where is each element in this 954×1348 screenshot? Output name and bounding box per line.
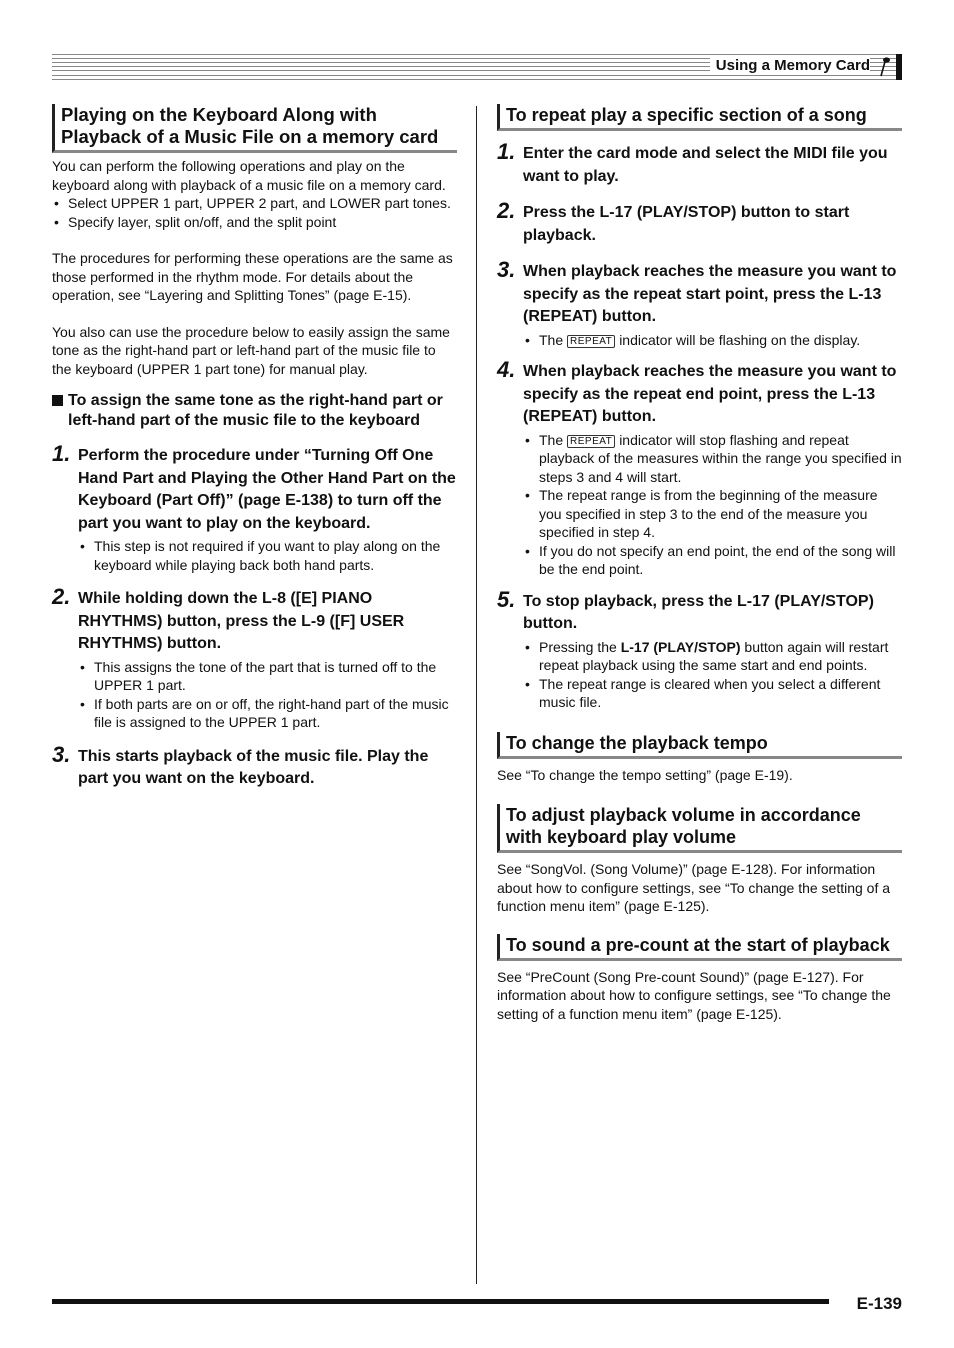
- step-3: [52, 741, 457, 791]
- running-header-title: Using a Memory Card: [710, 57, 870, 74]
- step-bullet-list: [523, 431, 902, 579]
- step-bullet-list: [523, 638, 902, 712]
- column-divider: [476, 106, 477, 1284]
- step-instruction: While holding down the L-8 ([E] PIANO RHYTHMS) button, press the L-9 ([F] USER RHYTHMS) button.: [78, 590, 405, 652]
- step-instruction: This starts playback of the music file. Play the part you want on the keyboard.: [78, 747, 429, 787]
- step-instruction: Perform the procedure under “Turning Off One Hand Part and Playing the Other Hand Part on the Keyboard (Part Off)” (page E-138) to turn off the part you want to play on the keyboard.: [78, 447, 456, 532]
- intro-bullet-list: [52, 194, 457, 231]
- right-column: [497, 104, 902, 1023]
- subheading-text: To assign the same tone as the right-hand part or left-hand part of the music file to the keyboard: [68, 392, 443, 429]
- step-number: 3.: [52, 741, 71, 767]
- list-item: • Select UPPER 1 part, UPPER 2 part, and LOWER part tones.: [52, 194, 457, 213]
- section-heading-precount: To sound a pre-count at the start of playback: [497, 934, 902, 961]
- step-instruction: Enter the card mode and select the MIDI file you want to play.: [523, 145, 888, 185]
- section-heading-play-along: Playing on the Keyboard Along with Playback of a Music File on a memory card: [52, 104, 457, 153]
- section-heading-volume: To adjust playback volume in accordance with keyboard play volume: [497, 804, 902, 853]
- step-number: 2.: [497, 198, 516, 223]
- step-instruction: Press the L-17 (PLAY/STOP) button to start playback.: [523, 204, 850, 244]
- square-bullet-icon: [52, 395, 63, 406]
- step-number: 4.: [497, 357, 516, 382]
- intro-paragraph: You can perform the following operations and play on the keyboard along with playback of a music file on a memory card.: [52, 158, 446, 193]
- assign-paragraph: You also can use the procedure below to easily assign the same tone as the right-hand part or left-hand part of the music file to the keyboard (UPPER 1 part tone) for manual play.: [52, 323, 450, 377]
- bullet-text: The: [539, 331, 564, 348]
- header-edge-bar: [896, 54, 902, 80]
- step-bullet-list: [78, 537, 457, 574]
- step-bullet-list: [78, 658, 457, 732]
- repeat-step-1: [497, 139, 902, 188]
- left-column: [52, 104, 457, 791]
- step-instruction: To stop playback, press the L-17 (PLAY/STOP) button.: [523, 592, 874, 632]
- bullet-bold-text: L-17 (PLAY/STOP): [620, 638, 741, 655]
- list-item: • Specify layer, split on/off, and the split point: [52, 213, 457, 232]
- section-heading-tempo: To change the playback tempo: [497, 732, 902, 759]
- procedure-paragraph: The procedures for performing these operations are the same as those performed in the rhythm mode. For details about the operation, see “Layering and Splitting Tones” (page E-15).: [52, 250, 453, 303]
- precount-paragraph: See “PreCount (Song Pre-count Sound)” (page E-127). For information about how to configure settings, see “To change the setting of a function menu item” (page E-125).: [497, 968, 891, 1022]
- subheading-assign-tone: [52, 391, 457, 431]
- list-item: [523, 431, 902, 487]
- list-item: [523, 638, 902, 675]
- step-instruction: When playback reaches the measure you want to specify as the repeat start point, press the L-13 (REPEAT) button.: [523, 263, 897, 325]
- bullet-text: indicator will be flashing on the display.: [619, 331, 861, 348]
- list-item: • If both parts are on or off, the right-hand part of the music file is assigned to the UPPER 1 part.: [78, 695, 457, 732]
- page-number: E-139: [856, 1294, 902, 1313]
- list-item: [523, 331, 902, 350]
- list-item: • The repeat range is cleared when you select a different music file.: [523, 675, 902, 712]
- step-2: [52, 584, 457, 732]
- repeat-step-4: [497, 357, 902, 579]
- step-1: [52, 441, 457, 574]
- bullet-text: Pressing the: [539, 638, 617, 655]
- list-item: • This step is not required if you want to play along on the keyboard while playing back both hand parts.: [78, 537, 457, 574]
- volume-paragraph: See “SongVol. (Song Volume)” (page E-128). For information about how to configure settings, see “To change the setting of a function menu item” (page E-125).: [497, 861, 891, 914]
- repeat-indicator: REPEAT: [567, 335, 615, 348]
- repeat-step-5: [497, 586, 902, 712]
- music-note-icon: [877, 56, 891, 78]
- step-number: 2.: [52, 584, 71, 609]
- step-instruction: When playback reaches the measure you want to specify as the repeat end point, press the L-13 (REPEAT) button.: [523, 363, 897, 425]
- bullet-text: indicator will stop flashing and repeat playback of the measures within the range you specified in steps 3 and 4 will start.: [539, 431, 902, 485]
- bullet-text: The: [539, 431, 564, 448]
- section-heading-repeat-play: To repeat play a specific section of a song: [497, 104, 902, 131]
- list-item: • This assigns the tone of the part that is turned off to the UPPER 1 part.: [78, 658, 457, 695]
- step-number: 1.: [52, 441, 71, 466]
- repeat-step-2: [497, 198, 902, 247]
- list-item: • The repeat range is from the beginning of the measure you specified in step 3 to the end of the measure you specified in step 4.: [523, 486, 902, 542]
- footer-rule: [52, 1299, 829, 1304]
- tempo-paragraph: See “To change the tempo setting” (page E-19).: [497, 766, 793, 783]
- step-number: 3.: [497, 257, 516, 282]
- step-bullet-list: [523, 331, 902, 350]
- list-item: • If you do not specify an end point, the end of the song will be the end point.: [523, 542, 902, 579]
- bullet-text: button again will restart repeat playback using the same start and end points.: [539, 638, 889, 673]
- repeat-indicator: REPEAT: [567, 435, 615, 448]
- step-number: 1.: [497, 139, 516, 164]
- repeat-step-3: [497, 257, 902, 349]
- step-number: 5.: [497, 586, 516, 612]
